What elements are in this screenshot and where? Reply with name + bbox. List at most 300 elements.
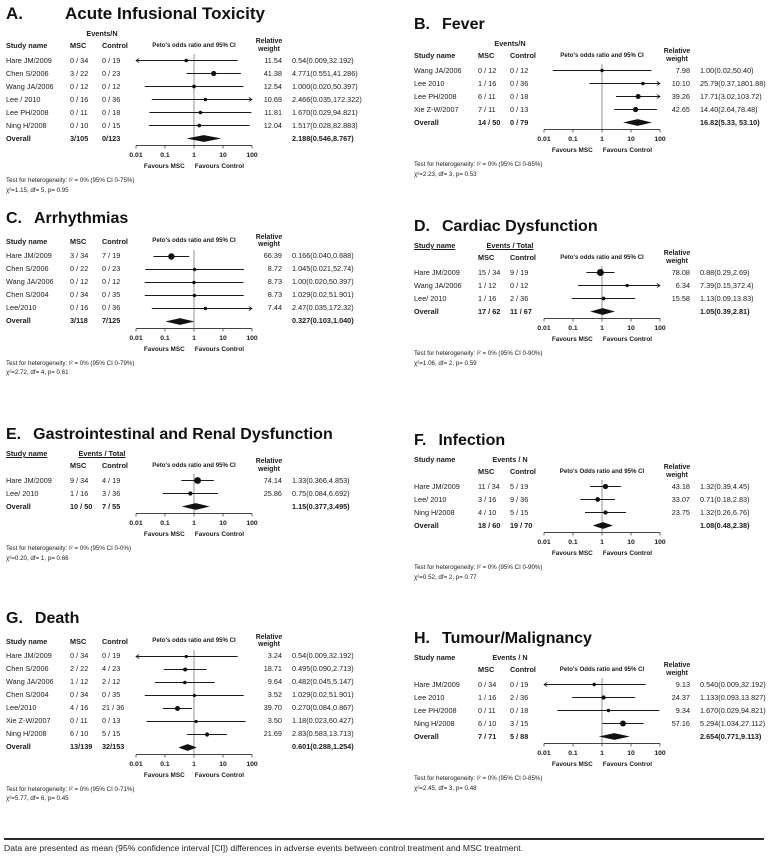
or-ci-label: 16.82(5.33, 53.10) [700,117,760,127]
x-axis [537,318,666,334]
ci-plot [136,715,252,728]
msc-events: 3 / 16 [478,494,497,504]
favours-row [414,759,768,768]
header-row-2 [414,250,768,265]
favours-control-label: Favours Control [602,549,653,557]
relative-weight: 6.34 [675,280,690,290]
control-events: 9 / 19 [510,267,529,277]
relative-weight: 43.18 [671,481,690,491]
relative-weight: 78.08 [671,267,690,277]
or-ci-label: 5.294(1.034,27.112) [700,718,766,728]
study-name: Hare JM/2009 [414,679,460,689]
or-ci-label: 1.000(0.020,50.397) [292,81,358,91]
study-column-header: Study name [414,241,456,250]
ci-plot [544,704,660,717]
msc-events: 0 / 11 [478,705,496,715]
favours-control-label: Favours Control [602,146,653,154]
relative-weight: 11.54 [264,55,282,65]
study-name: Hare JM/2009 [414,481,460,491]
or-ci-label: 2.654(0.771,9.113) [700,731,762,741]
study-row [6,702,386,715]
ci-plot [544,279,660,292]
svg-text:0.1: 0.1 [568,749,578,757]
relative-weight: 3.52 [267,690,282,700]
favours-labels [544,337,660,343]
study-column-header: Study name [6,636,48,646]
relative-weight: 18.71 [263,664,282,674]
favours-control-label: Favours Control [602,760,653,768]
relative-weight: 21.69 [263,729,282,739]
study-name: Chen S/2006 [6,264,49,274]
ci-plot [136,676,252,689]
msc-column-header: MSC [478,466,495,476]
control-events: 7 / 19 [102,251,121,261]
overall-diamond-plot [544,305,660,318]
or-ci-label: 17.71(3.02,103.72) [700,91,762,101]
overall-label: Overall [414,117,439,127]
heterogeneity-line-2: χ²=2.45, df= 3, p= 0.48 [414,784,477,792]
msc-events: 0 / 11 [70,107,88,117]
study-name: Hare JM/2009 [6,251,52,261]
weight-column-header: Relative weight [255,234,283,249]
panel-title [414,432,768,450]
control-events: 3 / 15 [510,718,529,728]
msc-events: 2 / 22 [70,664,89,674]
relative-weight: 25.86 [263,488,282,498]
axis-row [414,532,768,548]
relative-weight: 11.81 [264,107,282,117]
msc-events: 11 / 34 [478,481,500,491]
relative-weight: 8.73 [267,277,282,287]
plot-cell [136,650,252,663]
heterogeneity-text [414,563,768,582]
favours-control-label: Favours Control [194,162,245,170]
msc-events: 4 / 10 [478,507,497,517]
svg-text:0.01: 0.01 [537,749,551,757]
or-ci-label: 1.517(0.028,82.883) [292,120,358,130]
or-ci-label: 1.13(0.09,13.83) [700,293,754,303]
ci-plot [136,487,252,500]
plot-cell [136,500,252,513]
control-events: 5 / 19 [510,481,529,491]
ci-plot [544,493,660,506]
or-ci-label: 2.47(0.035,172.32) [292,303,354,313]
control-events: 7 / 55 [102,501,121,511]
ci-plot [136,702,252,715]
or-ci-label: 1.33(0.366,4.853) [292,475,350,485]
svg-text:10: 10 [627,749,635,757]
axis-cell [537,129,666,145]
study-row [6,80,386,93]
favours-labels [544,762,660,768]
relative-weight: 23.75 [671,507,690,517]
favours-row [6,344,386,353]
heterogeneity-text [6,359,386,378]
control-events: 0 / 12 [510,280,529,290]
ci-plot [544,678,660,691]
or-ci-label: 1.00(0.02,50.40) [700,65,754,75]
study-name: Lee 2010 [414,692,445,702]
msc-events: 0 / 34 [70,55,89,65]
relative-weight: 39.70 [263,703,282,713]
plot-cell [136,132,252,145]
overall-label: Overall [414,520,439,530]
msc-events: 6 / 10 [478,718,497,728]
or-ci-label: 1.670(0.029,94.821) [292,107,358,117]
control-events: 0 / 18 [510,705,529,715]
favours-msc-label: Favours MSC [143,530,185,538]
overall-row [6,500,386,513]
control-events: 5 / 88 [510,731,529,741]
or-column-header: Peto's odds ratio and 95% CI [152,41,236,49]
or-ci-label: 1.05(0.39,2.81) [700,306,750,316]
favours-msc-label: Favours MSC [551,760,593,768]
msc-events: 3/118 [70,316,88,326]
svg-text:10: 10 [219,519,227,527]
favours-row [6,161,386,170]
study-row [414,678,768,691]
msc-column-header: MSC [478,664,495,674]
plot-cell [136,474,252,487]
msc-events: 1 / 12 [478,280,497,290]
plot-cell [136,315,252,328]
plot-cell [136,80,252,93]
or-ci-label: 1.133(0.093,13.827) [700,692,766,702]
msc-events: 4 / 16 [70,703,89,713]
or-ci-label: 2.83(0.583,13.713) [292,729,354,739]
ci-plot [544,292,660,305]
axis-cell [537,532,666,548]
panel-E [6,426,386,563]
caption-text: Data are presented as mean (95% confidence interval [CI]) differences in adverse events between control treatment and MSC treatment. [4,843,524,853]
x-axis [129,145,258,161]
control-column-header: Control [510,252,536,262]
control-events: 21 / 36 [102,703,125,713]
or-ci-label: 25.79(0.37,1801.88) [700,78,766,88]
svg-text:100: 100 [654,135,666,143]
or-ci-label: 0.482(0.045,5.147) [292,677,354,687]
msc-events: 0 / 34 [70,651,89,661]
header-row [6,634,386,649]
overall-label: Overall [414,306,439,316]
study-name: Wang JA/2006 [6,277,54,287]
study-row [6,119,386,132]
events-column-header: Events / Total [486,241,534,250]
svg-text:100: 100 [246,519,258,527]
msc-events: 0 / 11 [70,716,88,726]
axis-row [414,743,768,759]
svg-text:1: 1 [600,324,604,332]
control-events: 19 / 70 [510,520,533,530]
events-column-header: Events/N [494,39,526,48]
study-row [414,266,768,279]
study-row [6,715,386,728]
or-ci-label: 7.39(0.15,372.4) [700,280,754,290]
weight-column-header: Relative weight [255,634,283,649]
header-row-2 [414,48,768,63]
or-column-header: Peto's odds ratio and 95% CI [152,237,236,245]
events-column-header: Events / N [492,455,528,464]
svg-text:0.1: 0.1 [160,760,170,768]
svg-text:10: 10 [219,334,227,342]
overall-diamond-plot [544,519,660,532]
plot-cell [544,691,660,704]
control-events: 0 / 13 [102,716,121,726]
panel-title-text: Death [34,610,80,627]
svg-text:1: 1 [192,519,196,527]
weight-column-header: Relative weight [663,250,691,265]
x-axis [537,129,666,145]
control-events: 0 / 12 [102,81,121,91]
msc-events: 15 / 34 [478,267,501,277]
study-row [6,728,386,741]
favours-labels [544,148,660,154]
plot-cell [544,519,660,532]
panel-title-text: Acute Infusional Toxicity [65,4,265,23]
header-row [6,234,386,249]
study-row [414,717,768,730]
header-row-1 [6,30,386,37]
ci-plot [136,119,252,132]
control-events: 11 / 67 [510,306,532,316]
overall-row [414,116,768,129]
or-column-header: Peto's odds ratio and 95% CI [152,637,236,645]
relative-weight: 10.10 [671,78,690,88]
x-axis [129,513,258,529]
study-row [6,93,386,106]
msc-events: 18 / 60 [478,520,501,530]
ci-plot [544,77,660,90]
study-row [414,691,768,704]
panel-letter: B. [414,16,430,33]
ci-plot [136,106,252,119]
x-axis [537,743,666,759]
svg-text:100: 100 [654,538,666,546]
heterogeneity-text [6,176,386,195]
plot-cell [544,103,660,116]
msc-column-header: MSC [70,236,87,246]
panel-title [414,630,768,648]
or-ci-label: 0.166(0.040,0.688) [292,251,354,261]
study-row [414,506,768,519]
study-row [6,302,386,315]
study-name: Lee/2010 [6,703,37,713]
study-column-header: Study name [414,653,456,662]
plot-cell [136,741,252,754]
heterogeneity-line-1: Test for heterogeneity: I² = 0% (95% CI 0-79%) [6,359,135,367]
control-events: 2 / 12 [102,677,121,687]
msc-events: 13/139 [70,742,93,752]
study-row [6,263,386,276]
control-events: 5 / 15 [102,729,121,739]
or-ci-label: 1.670(0.029,94.821) [700,705,766,715]
control-column-header: Control [510,466,536,476]
panel-D [390,218,768,368]
relative-weight: 9.34 [675,705,690,715]
study-row [414,704,768,717]
ci-plot [136,54,252,67]
or-ci-label: 1.18(0.023,60.427) [292,716,354,726]
study-column-header: Study name [414,455,456,464]
msc-events: 3/105 [70,133,89,143]
panel-F [390,432,768,582]
plot-cell [136,702,252,715]
or-ci-label: 0.327(0.103,1.040) [292,316,354,326]
control-events: 0 / 18 [510,91,529,101]
heterogeneity-line-1: Test for heterogeneity: I² = 0% (95% CI 0-71%) [6,785,135,793]
control-events: 0 / 18 [102,107,121,117]
study-name: Hare JM/2009 [6,55,52,65]
control-events: 5 / 15 [510,507,529,517]
control-events: 4 / 23 [102,664,121,674]
ci-plot [136,474,252,487]
axis-cell [129,513,258,529]
svg-text:1: 1 [192,334,196,342]
ci-plot [544,64,660,77]
weight-column-header: Relative weight [663,48,691,63]
panel-B [390,16,768,179]
ci-plot [136,302,252,315]
msc-events: 7 / 71 [478,731,497,741]
overall-label: Overall [6,316,31,326]
study-name: Ning H/2008 [414,718,455,728]
study-name: Xie Z-W/2007 [6,716,51,726]
favours-labels [136,347,252,353]
heterogeneity-line-2: χ²=0.20, df= 1, p= 0.66 [6,554,69,562]
ci-plot [136,250,252,263]
overall-row [414,519,768,532]
favours-msc-label: Favours MSC [551,549,593,557]
relative-weight: 41.38 [263,68,282,78]
or-ci-label: 0.88(0.29,2.69) [700,267,750,277]
plot-cell [544,90,660,103]
relative-weight: 3.24 [267,651,282,661]
ci-plot [136,728,252,741]
svg-text:0.01: 0.01 [129,519,143,527]
favours-row [6,770,386,779]
svg-text:100: 100 [246,151,258,159]
plot-cell [544,493,660,506]
x-axis [537,532,666,548]
relative-weight: 3.50 [267,716,282,726]
msc-events: 3 / 22 [70,68,89,78]
overall-row [414,730,768,743]
favours-msc-label: Favours MSC [143,345,185,353]
or-ci-label: 0.495(0.090,2.713) [292,664,354,674]
panel-C [6,210,386,378]
study-row [6,289,386,302]
or-ci-label: 1.32(0.39,4.45) [700,481,750,491]
overall-label: Overall [414,731,439,741]
favours-labels [136,532,252,538]
study-row [6,67,386,80]
svg-text:0.1: 0.1 [160,519,170,527]
x-axis [129,754,258,770]
or-column-header: Peto's odds ratio and 95% CI [560,51,644,59]
msc-events: 3 / 34 [70,251,89,261]
favours-labels [136,164,252,170]
or-ci-label: 1.32(0.26,6.76) [700,507,750,517]
control-column-header: Control [102,636,128,646]
ci-plot [544,103,660,116]
msc-column-header: MSC [478,252,495,262]
control-events: 0 / 35 [102,690,121,700]
relative-weight: 33.07 [671,494,690,504]
study-row [6,106,386,119]
panel-G [6,610,386,804]
control-events: 0 / 23 [102,68,121,78]
or-ci-label: 0.54(0.009,32.192) [292,55,354,65]
study-row [414,493,768,506]
heterogeneity-line-1: Test for heterogeneity: I² = 0% (95% CI 0-90%) [414,564,543,572]
ci-plot [136,689,252,702]
control-column-header: Control [510,50,536,60]
study-row [414,279,768,292]
overall-row [6,315,386,328]
events-column-header: Events / N [492,653,528,662]
study-name: Lee/ 2010 [414,293,447,303]
msc-events: 1 / 16 [478,692,497,702]
svg-text:10: 10 [219,151,227,159]
ci-plot [544,506,660,519]
study-name: Xie Z-W/2007 [414,104,459,114]
svg-text:100: 100 [246,760,258,768]
study-name: Ning H/2008 [414,507,455,517]
control-events: 0 / 36 [102,94,121,104]
relative-weight: 12.04 [263,120,282,130]
favours-row [414,145,768,154]
panel-letter: H. [414,630,430,647]
control-column-header: Control [102,40,128,50]
control-events: 0 / 19 [102,55,121,65]
favours-control-label: Favours Control [194,530,245,538]
favours-control-label: Favours Control [194,345,245,353]
study-name: Ning H/2008 [6,729,47,739]
msc-events: 1 / 16 [478,78,497,88]
msc-events: 0 / 16 [70,303,89,313]
ci-plot [136,289,252,302]
svg-text:10: 10 [627,135,635,143]
study-row [6,474,386,487]
control-events: 32/153 [102,742,125,752]
axis-row [6,145,386,161]
favours-row [414,548,768,557]
study-name: Lee PH/2008 [414,705,457,715]
svg-text:0.01: 0.01 [537,538,551,546]
control-events: 2 / 36 [510,293,529,303]
panel-title [6,210,386,228]
svg-text:100: 100 [246,334,258,342]
or-ci-label: 1.08(0.48,2.38) [700,520,750,530]
or-ci-label: 0.75(0.084,6.692) [292,488,350,498]
control-events: 0 / 12 [510,65,529,75]
study-name: Hare JM/2009 [6,475,52,485]
panel-title-text: Cardiac Dysfunction [442,218,598,235]
study-row [6,650,386,663]
or-ci-label: 4.771(0.551,41.286) [292,68,358,78]
panel-title [414,16,768,34]
ci-plot [136,276,252,289]
relative-weight: 9.64 [267,677,282,687]
relative-weight: 8.72 [267,264,282,274]
overall-label: Overall [6,133,31,143]
axis-cell [129,328,258,344]
svg-text:10: 10 [627,324,635,332]
msc-events: 1 / 16 [478,293,497,303]
header-row-1 [414,242,768,249]
or-column-header: Peto's Odds ratio and 95% CI [559,467,645,475]
panel-H [390,630,768,793]
